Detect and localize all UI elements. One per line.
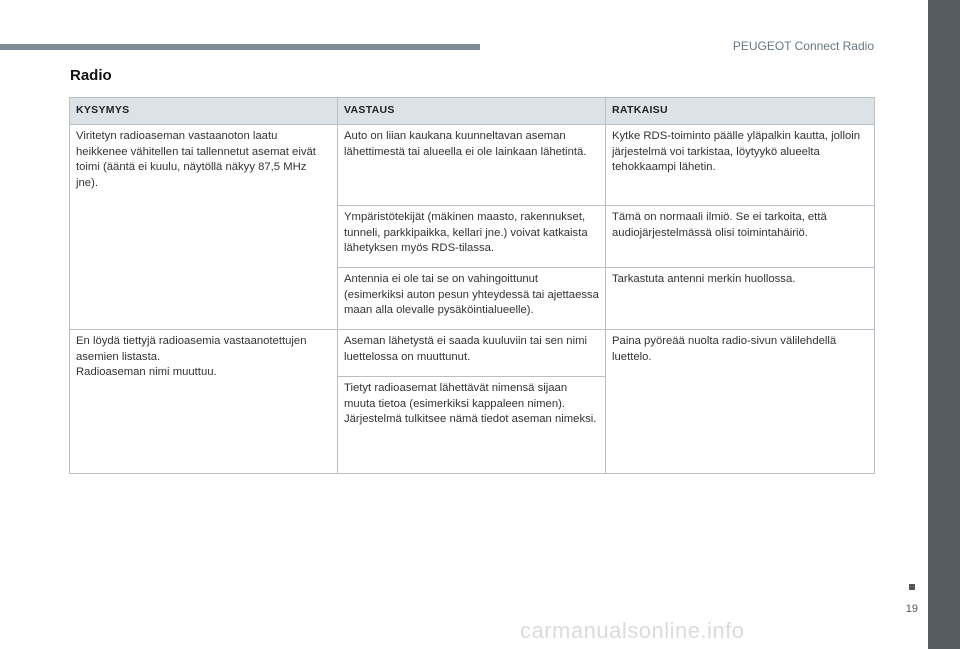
column-header-solution: RATKAISU bbox=[606, 98, 875, 125]
answer-cell: Ympäristötekijät (mäkinen maasto, rakennukset, tunneli, parkkipaikka, kellari jne.) voivat katkaista lähetyksen myös RDS-tilassa. bbox=[338, 206, 606, 268]
answer-cell: Auto on liian kaukana kuunneltavan aseman lähettimestä tai alueella ei ole lainkaan lähetintä. bbox=[338, 125, 606, 206]
table-row bbox=[70, 125, 875, 206]
table-header-row bbox=[70, 98, 875, 125]
page-sidebar bbox=[928, 0, 960, 649]
question-line: Radioaseman nimi muuttuu. bbox=[76, 366, 217, 378]
watermark: carmanualsonline.info bbox=[520, 618, 745, 643]
page-number: 19 bbox=[905, 603, 918, 615]
table-row bbox=[70, 330, 875, 377]
column-header-answer: VASTAUS bbox=[338, 98, 606, 125]
page-marker bbox=[909, 584, 915, 590]
header-title: PEUGEOT Connect Radio bbox=[732, 39, 874, 53]
page-title: Radio bbox=[70, 67, 112, 84]
solution-cell: Tarkastuta antenni merkin huollossa. bbox=[606, 268, 875, 330]
solution-cell: Kytke RDS-toiminto päälle yläpalkin kautta, jolloin järjestelmä voi tarkistaa, löytyykö alueelta tehokkaampi lähetin. bbox=[606, 125, 875, 206]
answer-cell: Antennia ei ole tai se on vahingoittunut (esimerkiksi auton pesun yhteydessä tai ajettaessa maan alla olevalle pysäköintialueelle). bbox=[338, 268, 606, 330]
question-line: En löydä tiettyjä radioasemia vastaanotettujen asemien listasta. bbox=[76, 335, 307, 363]
solution-cell: Paina pyöreää nuolta radio-sivun välilehdellä luettelo. bbox=[606, 330, 875, 474]
column-header-question: KYSYMYS bbox=[70, 98, 338, 125]
question-cell bbox=[70, 330, 338, 474]
answer-cell: Aseman lähetystä ei saada kuuluviin tai sen nimi luettelossa on muuttunut. bbox=[338, 330, 606, 377]
answer-cell: Tietyt radioasemat lähettävät nimensä sijaan muuta tietoa (esimerkiksi kappaleen nimen). Järjestelmä tulkitsee nämä tiedot aseman nimeksi. bbox=[338, 377, 606, 474]
question-cell: Viritetyn radioaseman vastaanoton laatu heikkenee vähitellen tai tallennetut asemat eivät toimi (ääntä ei kuulu, näytöllä näkyy 87,5 MHz jne). bbox=[70, 125, 338, 330]
solution-cell: Tämä on normaali ilmiö. Se ei tarkoita, että audiojärjestelmässä olisi toimintahäiriö. bbox=[606, 206, 875, 268]
troubleshooting-table bbox=[69, 97, 875, 474]
header-bar bbox=[0, 44, 480, 50]
